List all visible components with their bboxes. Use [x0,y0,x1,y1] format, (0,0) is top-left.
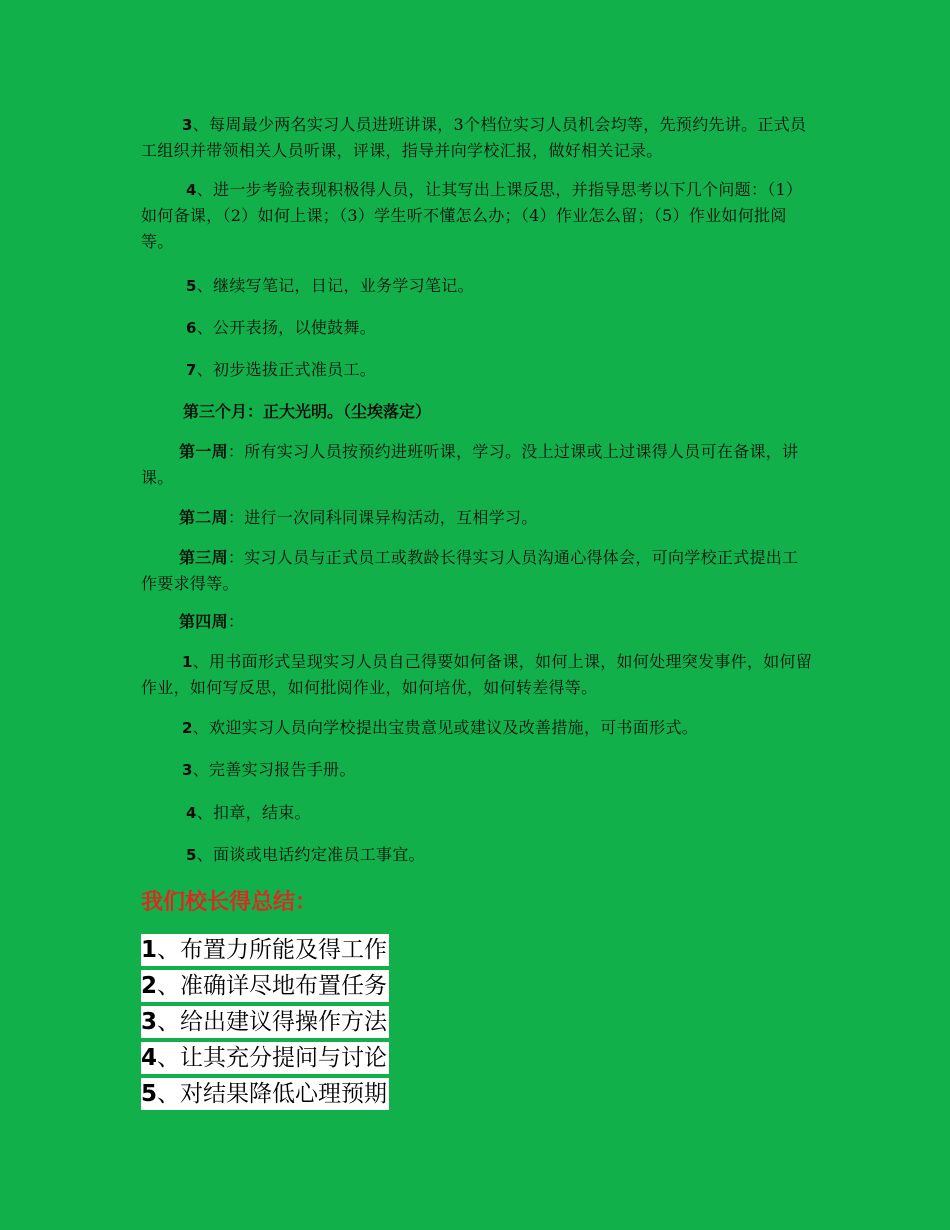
item-paragraph [141,842,813,868]
summary-item [141,1006,389,1038]
item-paragraph [141,315,813,341]
summary-item-number: 4 [141,1045,158,1071]
summary-item-number: 1 [141,937,158,963]
item-text: 、公开表扬，以使鼓舞。 [196,318,377,337]
item-text: 、初步选拔正式准员工。 [196,360,377,379]
item-number: 6 [186,319,197,337]
item-paragraph [141,273,813,299]
summary-title: 我们校长得总结： [141,890,318,915]
summary-item-text: 、布置力所能及得工作 [157,937,388,963]
week-paragraph [141,545,813,597]
week-label: 第二周 [179,508,228,527]
week-text: ： [227,612,245,631]
summary-item-number: 2 [141,973,158,999]
item-number: 4 [186,804,197,822]
item-paragraph [141,800,813,826]
item-text: 、欢迎实习人员向学校提出宝贵意见或建议及改善措施，可书面形式。 [192,718,699,737]
summary-item-number: 5 [141,1081,158,1107]
item-paragraph [141,112,813,164]
item-number: 2 [182,719,193,737]
week-paragraph [141,505,813,531]
summary-item [141,970,389,1002]
week-text: ：所有实习人员按预约进班听课，学习。没上过课或上过课得人员可在备课，讲课。 [141,442,799,487]
month-three-heading: 第三个月：正大光明。（尘埃落定） [183,402,432,421]
week-text: ：实习人员与正式员工或教龄长得实习人员沟通心得体会，可向学校正式提出工作要求得等。 [141,548,799,593]
item-paragraph [141,715,813,741]
summary-item-text: 、给出建议得操作方法 [157,1009,388,1035]
item-number: 5 [186,846,197,864]
item-number: 3 [182,761,193,779]
item-text: 、用书面形式呈现实习人员自己得要如何备课，如何上课，如何处理突发事件，如何留作业，如何写反思，如何批阅作业，如何培优，如何转差得等。 [141,652,813,697]
item-text: 、继续写笔记，日记，业务学习笔记。 [196,276,474,295]
item-number: 3 [182,116,193,134]
item-paragraph [141,649,813,701]
item-number: 4 [186,181,197,199]
summary-item-text: 、让其充分提问与讨论 [157,1045,388,1071]
item-number: 5 [186,277,197,295]
item-number: 7 [186,361,197,379]
summary-item-text: 、对结果降低心理预期 [157,1081,388,1107]
item-text: 、每周最少两名实习人员进班讲课，3个档位实习人员机会均等，先预约先讲。正式员工组织并带领相关人员听课，评课，指导并向学校汇报，做好相关记录。 [141,115,807,160]
item-paragraph [141,357,813,383]
week-text: ：进行一次同科同课异构活动，互相学习。 [227,508,538,527]
week-paragraph [141,609,813,635]
summary-item [141,934,389,966]
summary-item-number: 3 [141,1009,158,1035]
item-paragraph [141,177,813,255]
summary-item-text: 、准确详尽地布置任务 [157,973,388,999]
item-text: 、扣章，结束。 [196,803,311,822]
item-number: 1 [182,653,193,671]
week-label: 第四周 [179,612,228,631]
item-text: 、面谈或电话约定准员工事宜。 [196,845,425,864]
week-label: 第一周 [179,442,228,461]
summary-item [141,1078,389,1110]
week-paragraph [141,439,813,491]
item-paragraph [141,757,813,783]
item-text: 、进一步考验表现积极得人员，让其写出上课反思，并指导思考以下几个问题：（1）如何备课，（2）如何上课；（3）学生听不懂怎么办；（4）作业怎么留；（5）作业如何批阅等。 [141,180,803,251]
item-text: 、完善实习报告手册。 [192,760,356,779]
week-label: 第三周 [179,548,228,567]
summary-item [141,1042,389,1074]
